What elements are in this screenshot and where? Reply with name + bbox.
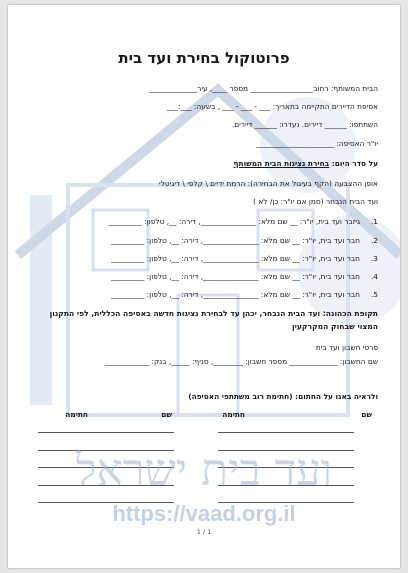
- watermark-title: ועד בית ישראל: [75, 445, 333, 496]
- signatures-heading: ולראיה באנו על החתום:: [295, 392, 378, 401]
- member-row: חבר ועד בית, יו"ר: __ שם מלא: _______________, דירה: __, טלפון: _________: [111, 254, 360, 263]
- attendance-line: השתתפו: ______ דיירים. נעדרו: ______ דיירים.: [231, 120, 378, 129]
- agenda-text: בחירת נציגות הבית המשותף: [233, 159, 330, 168]
- document-title: פרוטוקול בחירת ועד בית: [118, 49, 290, 67]
- bank-details-line: שם החשבון: _____________ מספר חשבון: ________, סניף: _____, בנק: ____________: [104, 357, 378, 366]
- watermark-text-layer: [8, 5, 400, 568]
- watermark-url: https://vaad.org.il: [112, 501, 296, 526]
- sig-col-signature-left: חתימה: [65, 410, 88, 419]
- member-row: חבר ועד בית, יו"ר: __ שם מלא: _______________, דירה: __, טלפון: _________: [111, 290, 360, 299]
- bank-title: פרטי חשבון ועד בית: [315, 343, 378, 352]
- vote-method-line: אופן ההצבעה (הקף בעיגול את הבחירה): הרמת ידיים \ קלפי \ דיגיטלי: [159, 179, 378, 188]
- signatures-note: (חתימת רוב משתתפי האסיפה): [188, 392, 293, 401]
- member-number: 5.: [370, 290, 378, 299]
- member-number: 4.: [370, 272, 378, 281]
- page-number: 1 / 1: [196, 528, 212, 536]
- term-paragraph: תקופת הכהונה: ועד הבית הנבחר, יכהן עד לבחירת נציגות חדשה באסיפה הכללית, לפי התקנון המצוי שבחוק המקרקעין: [49, 309, 378, 331]
- building-address-line: הבית המשותף: רחוב_________________ מספר ____, עיר_____________: [149, 84, 378, 93]
- member-number: 2.: [370, 236, 378, 245]
- member-number: 3.: [370, 254, 378, 263]
- sig-col-name-right: שם: [361, 410, 372, 419]
- sig-col-name-left: שם: [161, 410, 172, 419]
- sig-col-signature-right: חתימה: [222, 410, 245, 419]
- document-page: [8, 5, 400, 568]
- member-number: 1.: [370, 217, 378, 226]
- agenda-label: על סדר היום:: [331, 159, 378, 168]
- member-row: גיזבר ועד בית, יו"ר: __ שם מלא: _______________, דירה: __, טלפון: _________: [108, 217, 360, 226]
- member-row: חבר ועד בית, יו"ר: __ שם מלא: _______________, דירה: __, טלפון: _________: [111, 272, 360, 281]
- chairman-line: יו"ר האסיפה: _____________________: [256, 139, 378, 148]
- meeting-date-line: אסיפת הדיירים התקיימה בתאריך: ___ - ___ - ___ , בשעה: ___:___: [166, 102, 378, 111]
- committee-intro: ועד הבית הנבחר (סמן אם יו"ר: כן/ לא ): [253, 197, 378, 206]
- member-row: חבר ועד בית, יו"ר: __ שם מלא: _______________, דירה: __, טלפון: _________: [111, 236, 360, 245]
